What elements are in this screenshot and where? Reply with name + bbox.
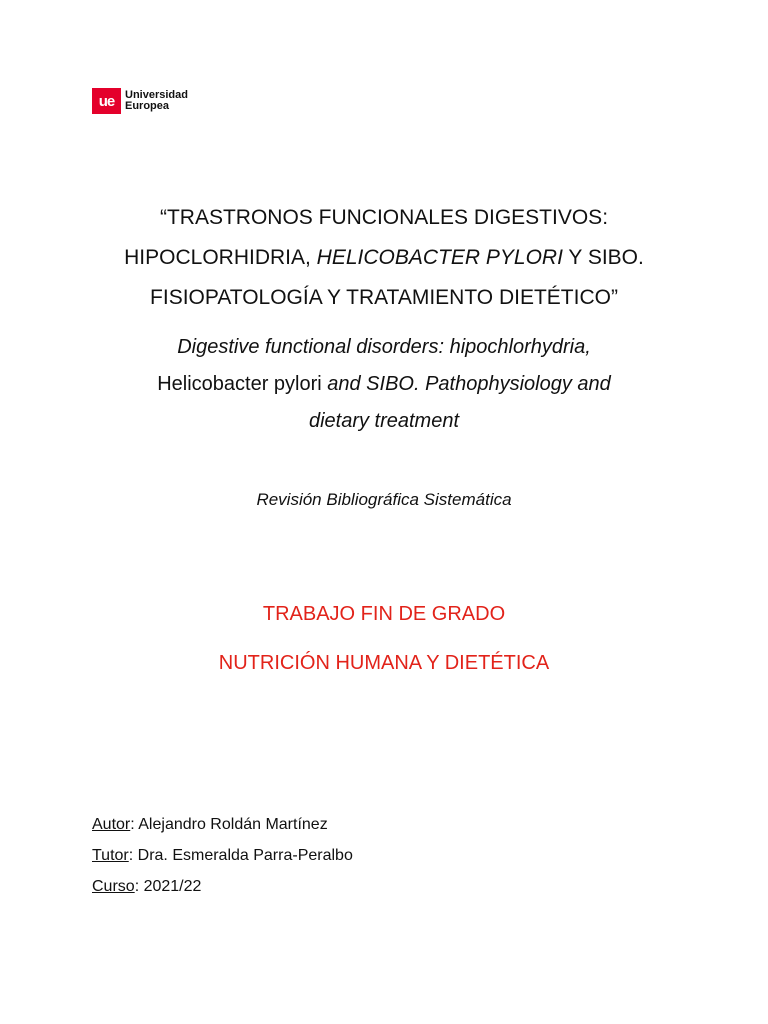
- title-line-2-italic: HELICOBACTER PYLORI: [316, 246, 563, 269]
- course-value: : 2021/22: [134, 878, 202, 895]
- title-line-2a: HIPOCLORHIDRIA,: [124, 246, 317, 269]
- subtitle-line-2a: Helicobacter pylori: [157, 373, 322, 395]
- title-line-2c: Y SIBO.: [562, 246, 644, 269]
- logo-line-2: Europea: [125, 100, 170, 112]
- course-label: Curso: [92, 878, 135, 895]
- document-title: [40, 198, 728, 318]
- tutor-label: Tutor: [92, 847, 129, 864]
- tutor-value: : Dra. Esmeralda Parra-Peralbo: [128, 847, 353, 864]
- review-type: Revisión Bibliográfica Sistemática: [256, 490, 512, 509]
- tutor-row: [92, 847, 353, 865]
- subtitle-line-1: Digestive functional disorders: hipochlorhydria,: [177, 336, 591, 358]
- degree-line-1: TRABAJO FIN DE GRADO: [262, 603, 506, 625]
- subtitle-line-2: [40, 366, 728, 403]
- degree-line-2: NUTRICIÓN HUMANA Y DIETÉTICA: [218, 652, 550, 674]
- logo-text: [125, 90, 188, 112]
- logo-mark: ue: [92, 88, 121, 114]
- logo-line-1: Universidad: [125, 89, 188, 101]
- author-row: [92, 816, 328, 834]
- subtitle-line-2b: and SIBO. Pathophysiology and: [321, 373, 611, 395]
- university-logo: [92, 88, 188, 114]
- english-title: [40, 329, 728, 440]
- course-row: [92, 878, 201, 896]
- title-line-1: “TRASTRONOS FUNCIONALES DIGESTIVOS:: [159, 206, 609, 229]
- title-line-2: [40, 238, 728, 278]
- author-value: : Alejandro Roldán Martínez: [130, 816, 328, 833]
- author-label: Autor: [92, 816, 131, 833]
- subtitle-line-3: dietary treatment: [308, 410, 460, 432]
- title-line-3: FISIOPATOLOGÍA Y TRATAMIENTO DIETÉTICO”: [150, 286, 618, 309]
